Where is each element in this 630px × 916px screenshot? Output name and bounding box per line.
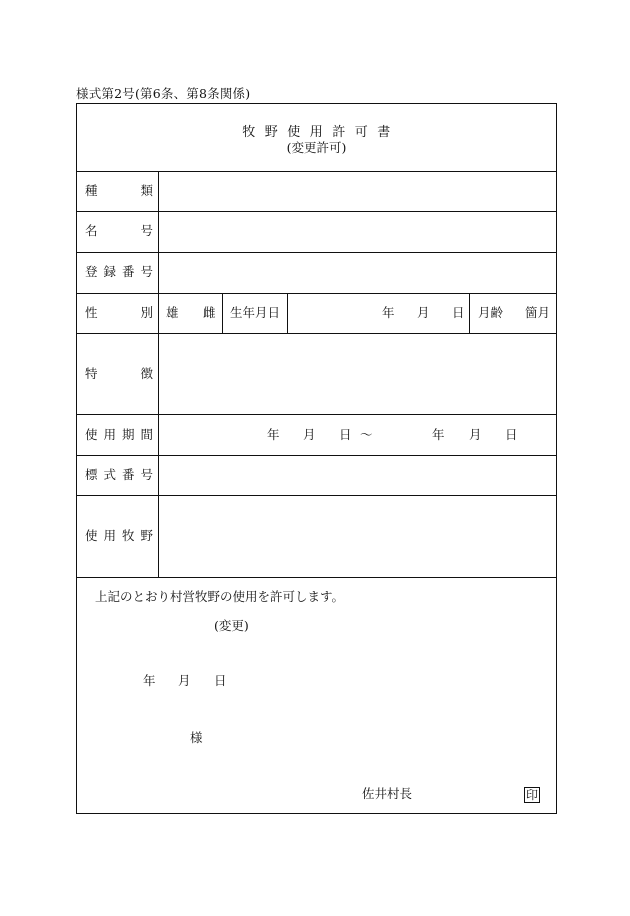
name-label-char-2: 号 [140, 223, 153, 238]
features-label: 特 徴 [85, 366, 153, 381]
period-start-day: 日 [339, 427, 352, 442]
female-option[interactable]: 雌 [203, 305, 216, 320]
rule [77, 577, 556, 578]
issue-year-unit: 年 [143, 673, 156, 688]
rule [77, 455, 556, 456]
form-title: 牧野使用許可書 [242, 125, 400, 140]
period-end-month: 月 [469, 427, 482, 442]
permit-statement: 上記のとおり村営牧野の使用を許可します。 [95, 589, 345, 604]
age-months-label: 月齢 [478, 305, 504, 320]
issuer-name: 佐井村長 [362, 786, 413, 801]
change-note: (変更) [214, 618, 249, 633]
kind-label-char-2: 類 [140, 183, 153, 198]
birth-label-divider [287, 293, 288, 333]
sex-divider [222, 293, 223, 333]
period-start-year: 年 [267, 427, 280, 442]
name-label-char-1: 名 [85, 223, 98, 238]
recipient-honorific: 様 [190, 730, 203, 745]
rule [77, 495, 556, 496]
birth-month-unit: 月 [417, 305, 430, 320]
form-reference: 様式第2号(第6条、第8条関係) [76, 86, 251, 101]
rule [77, 414, 556, 415]
rule [77, 211, 556, 212]
label-column-divider [158, 171, 159, 577]
kind-label-char-1: 種 [85, 183, 98, 198]
form-subtitle: (変更許可) [286, 140, 347, 155]
age-divider [469, 293, 470, 333]
period-start-month: 月 [303, 427, 316, 442]
registration-number-label: 登 録 番 号 [85, 264, 153, 279]
issue-month-unit: 月 [178, 673, 191, 688]
rule [77, 333, 556, 334]
male-option[interactable]: 雄 [166, 305, 179, 320]
kind-label [85, 185, 153, 198]
name-label [85, 225, 153, 238]
period-label: 使 用 期 間 [85, 427, 153, 442]
rule [77, 293, 556, 294]
birth-year-unit: 年 [382, 305, 395, 320]
rule [77, 171, 556, 172]
seal-box: 印 [525, 788, 538, 802]
period-tilde: 〜 [360, 427, 373, 442]
period-end-day: 日 [505, 427, 518, 442]
permit-form [76, 103, 557, 814]
birth-day-unit: 日 [452, 305, 465, 320]
sex-label: 性 別 [85, 305, 153, 320]
issue-day-unit: 日 [214, 673, 227, 688]
rule [77, 252, 556, 253]
age-months-unit: 箇月 [525, 305, 551, 320]
pasture-label: 使 用 牧 野 [85, 528, 153, 543]
tag-number-label: 標 式 番 号 [85, 467, 153, 482]
period-end-year: 年 [432, 427, 445, 442]
birth-date-label: 生年月日 [230, 305, 281, 320]
